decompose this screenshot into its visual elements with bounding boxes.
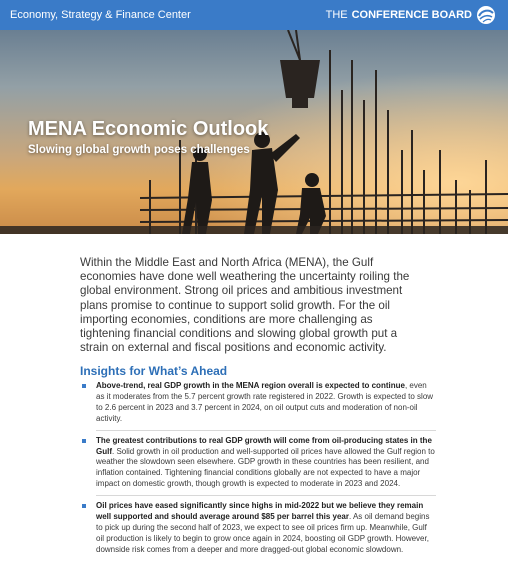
- header-bar: [0, 0, 508, 30]
- globe-swirl-icon: [476, 5, 496, 25]
- divider: [96, 430, 436, 431]
- insight-lead: The greatest contributions to real GDP growth will come from oil-producing states in the Gulf: [96, 435, 432, 456]
- divider: [96, 495, 436, 496]
- insight-body: , even as it moderates from the 5.7 percent growth rate registered in 2022. Growth is expected to slow to 2.6 percent in 2023 and 3.7 percent in 2024, on oil output cuts and moderation of non-oil activity.: [96, 381, 434, 423]
- insights-list: [80, 381, 436, 556]
- bullet-icon: [82, 504, 86, 508]
- brand[interactable]: [326, 5, 496, 25]
- insight-item: [80, 381, 436, 425]
- intro-paragraph: Within the Middle East and North Africa (MENA), the Gulf economies have done well weathering the uncertainty roiling the global environment. Strong oil prices and ambitious investment plans promise to continue to support solid growth. For the oil importing economies, conditions are more challenging as tightening financial conditions and slowing global growth put a strain on external and fiscal positions and economic activity.: [80, 256, 410, 355]
- insight-lead: Above-trend, real GDP growth in the MENA region overall is expected to continue: [96, 381, 405, 390]
- page-subtitle: Slowing global growth poses challenges: [28, 144, 250, 156]
- insight-lead: Oil prices have eased significantly since highs in mid-2022 but we believe they remain well supported and should average around $85 per barrel this year: [96, 501, 424, 522]
- insight-body: . Solid growth in oil production and well-supported oil prices have allowed the Gulf region to weather the slowdown seen elsewhere. GDP growth in these countries has been resilient, and inflation contained. Tightening financial conditions globally are not expected to have a major impact on domestic growth, though growth is expected to moderate in 2023 and 2024.: [96, 446, 435, 489]
- insight-item: [80, 436, 436, 491]
- hero-banner: [0, 30, 508, 234]
- bullet-icon: [82, 439, 86, 443]
- page-title: MENA Economic Outlook: [28, 118, 269, 140]
- bullet-icon: [82, 384, 86, 388]
- brand-the: THE: [325, 9, 348, 21]
- insight-body: . As oil demand begins to pick up during the second half of 2023, we expect to see oil prices firm up. Meanwhile, Gulf oil production is likely to begin to grow once again in 2024, boosting oil GDP growth. However, downside risk comes from a deeper and more dragged-out global economic slowdown.: [96, 512, 430, 554]
- insights-heading: Insights for What’s Ahead: [80, 364, 228, 378]
- center-label: Economy, Strategy & Finance Center: [10, 9, 191, 21]
- insight-item: [80, 501, 436, 556]
- brand-name: CONFERENCE BOARD: [351, 9, 472, 21]
